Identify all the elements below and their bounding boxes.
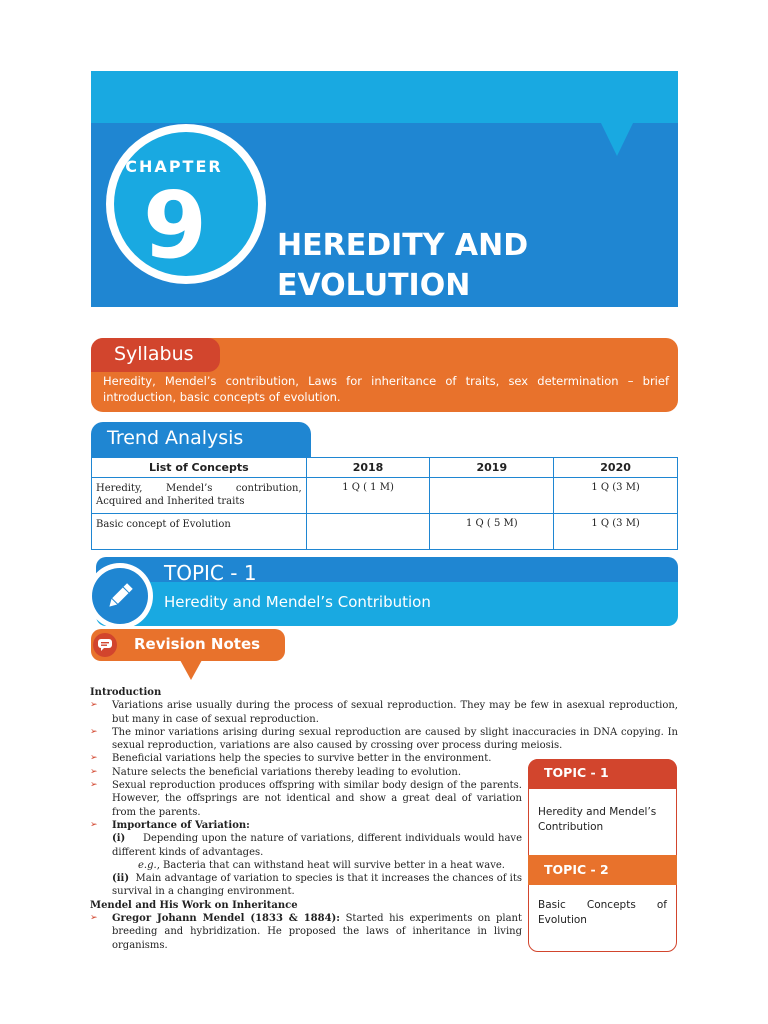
list-item: [90, 779, 522, 819]
table-cell: Heredity, Mendel’s contribution, Acquired and Inherited traits: [92, 478, 307, 514]
example-label: e.g.: [138, 859, 157, 871]
bullet-text: Nature selects the beneficial variations thereby leading to evolution.: [112, 766, 462, 778]
syllabus-text: Heredity, Mendel’s contribution, Laws for inheritance of traits, sex determination – brief introduction, basic concepts of evolution.: [103, 374, 669, 404]
sidebar-topic2-line1: [538, 898, 667, 913]
arrow-bullet-icon: ➢: [90, 726, 98, 737]
example-text: , Bacteria that can withstand heat will survive better in a heat wave.: [156, 859, 505, 871]
sidebar-topic1-text: [538, 805, 656, 835]
point-i-text: Depending upon the nature of variations, different individuals would have different kinds of advantages.: [112, 833, 522, 858]
arrow-bullet-icon: ➢: [90, 780, 98, 791]
point-i-label: (i): [112, 833, 126, 845]
point-ii: [90, 872, 522, 899]
bullet-text: Beneficial variations help the species to survive better in the environment.: [112, 753, 492, 765]
intro-heading: Introduction: [90, 687, 162, 698]
topic-subtitle: Heredity and Mendel’s Contribution: [164, 593, 431, 611]
column-header: 2018: [306, 458, 430, 478]
list-item: [90, 819, 522, 832]
chapter-title-line1: HEREDITY AND: [277, 228, 529, 263]
sidebar-topic2-word: of: [656, 899, 667, 911]
table-cell: [306, 514, 430, 550]
list-item: [90, 912, 522, 952]
sidebar-topic2-word: Concepts: [586, 899, 636, 911]
revision-notes-heading: Revision Notes: [134, 635, 261, 653]
sidebar-topic2-word: Basic: [538, 899, 566, 911]
sidebar-topic1-label: TOPIC - 1: [544, 765, 609, 780]
mendel-name: Gregor Johann Mendel (1833 & 1884):: [112, 913, 340, 925]
table-header-row: [92, 458, 678, 478]
arrow-bullet-icon: ➢: [90, 819, 98, 830]
table-row: [92, 478, 678, 514]
chapter-title-line2: EVOLUTION: [277, 268, 471, 303]
sidebar-topic1-line1: Heredity and Mendel’s: [538, 806, 657, 818]
trend-analysis-heading: Trend Analysis: [107, 427, 244, 449]
trend-analysis-table: [91, 457, 678, 550]
chat-bubble-icon: [97, 637, 113, 653]
sidebar-topic2-line2: Evolution: [538, 914, 587, 926]
sidebar-topic1-line2: Contribution: [538, 821, 604, 833]
bullet-text: Variations arise usually during the process of sexual reproduction. They may be few in asexual reproduction, but many in case of sexual reproduction.: [112, 700, 678, 725]
bullet-text: The minor variations arising during sexual reproduction are caused by slight inaccuracies in DNA copying. In sexual reproduction, variations are also caused by crossing over process during meiosis.: [112, 726, 678, 752]
sidebar-topic2-label: TOPIC - 2: [544, 862, 609, 877]
column-header: 2019: [430, 458, 554, 478]
table-cell: 1 Q ( 1 M): [306, 478, 430, 514]
table-row: [92, 514, 678, 550]
table-cell: Basic concept of Evolution: [92, 514, 307, 550]
mendel-text: Started his experiments on plant breeding and hybridization. He proposed the laws of inheritance in living organisms.: [112, 913, 522, 951]
chapter-label: CHAPTER: [125, 157, 223, 176]
table-cell: 1 Q (3 M): [554, 478, 678, 514]
chapter-number: 9: [142, 172, 207, 279]
banner-notch: [600, 121, 634, 156]
arrow-bullet-icon: ➢: [90, 766, 98, 777]
syllabus-heading: Syllabus: [114, 343, 194, 365]
arrow-bullet-icon: ➢: [90, 700, 98, 711]
point-ii-label: (ii): [112, 873, 130, 885]
mendel-heading: Mendel and His Work on Inheritance: [90, 899, 298, 911]
arrow-bullet-icon: ➢: [90, 753, 98, 764]
revision-notes-notch: [180, 660, 202, 680]
chapter-title: [277, 226, 667, 306]
table-cell: 1 Q (3 M): [554, 514, 678, 550]
list-item: [90, 726, 678, 753]
topic-title: TOPIC - 1: [164, 561, 257, 585]
point-i: [90, 832, 522, 859]
list-item: [90, 699, 678, 726]
chapter-banner-top: [91, 71, 678, 123]
pencil-icon: [104, 580, 136, 612]
sidebar-topic2-text: [538, 898, 667, 928]
arrow-bullet-icon: ➢: [90, 913, 98, 924]
bullet-text: Sexual reproduction produces offspring with similar body design of the parents. However, the offsprings are not identical and show a great deal of variation from the parents.: [112, 780, 522, 818]
table-cell: [430, 478, 554, 514]
point-ii-text: Main advantage of variation to species is that it increases the chances of its survival in a changing environment.: [112, 873, 522, 898]
table-cell: 1 Q ( 5 M): [430, 514, 554, 550]
column-header: List of Concepts: [92, 458, 307, 478]
column-header: 2020: [554, 458, 678, 478]
importance-heading: Importance of Variation:: [112, 819, 250, 831]
